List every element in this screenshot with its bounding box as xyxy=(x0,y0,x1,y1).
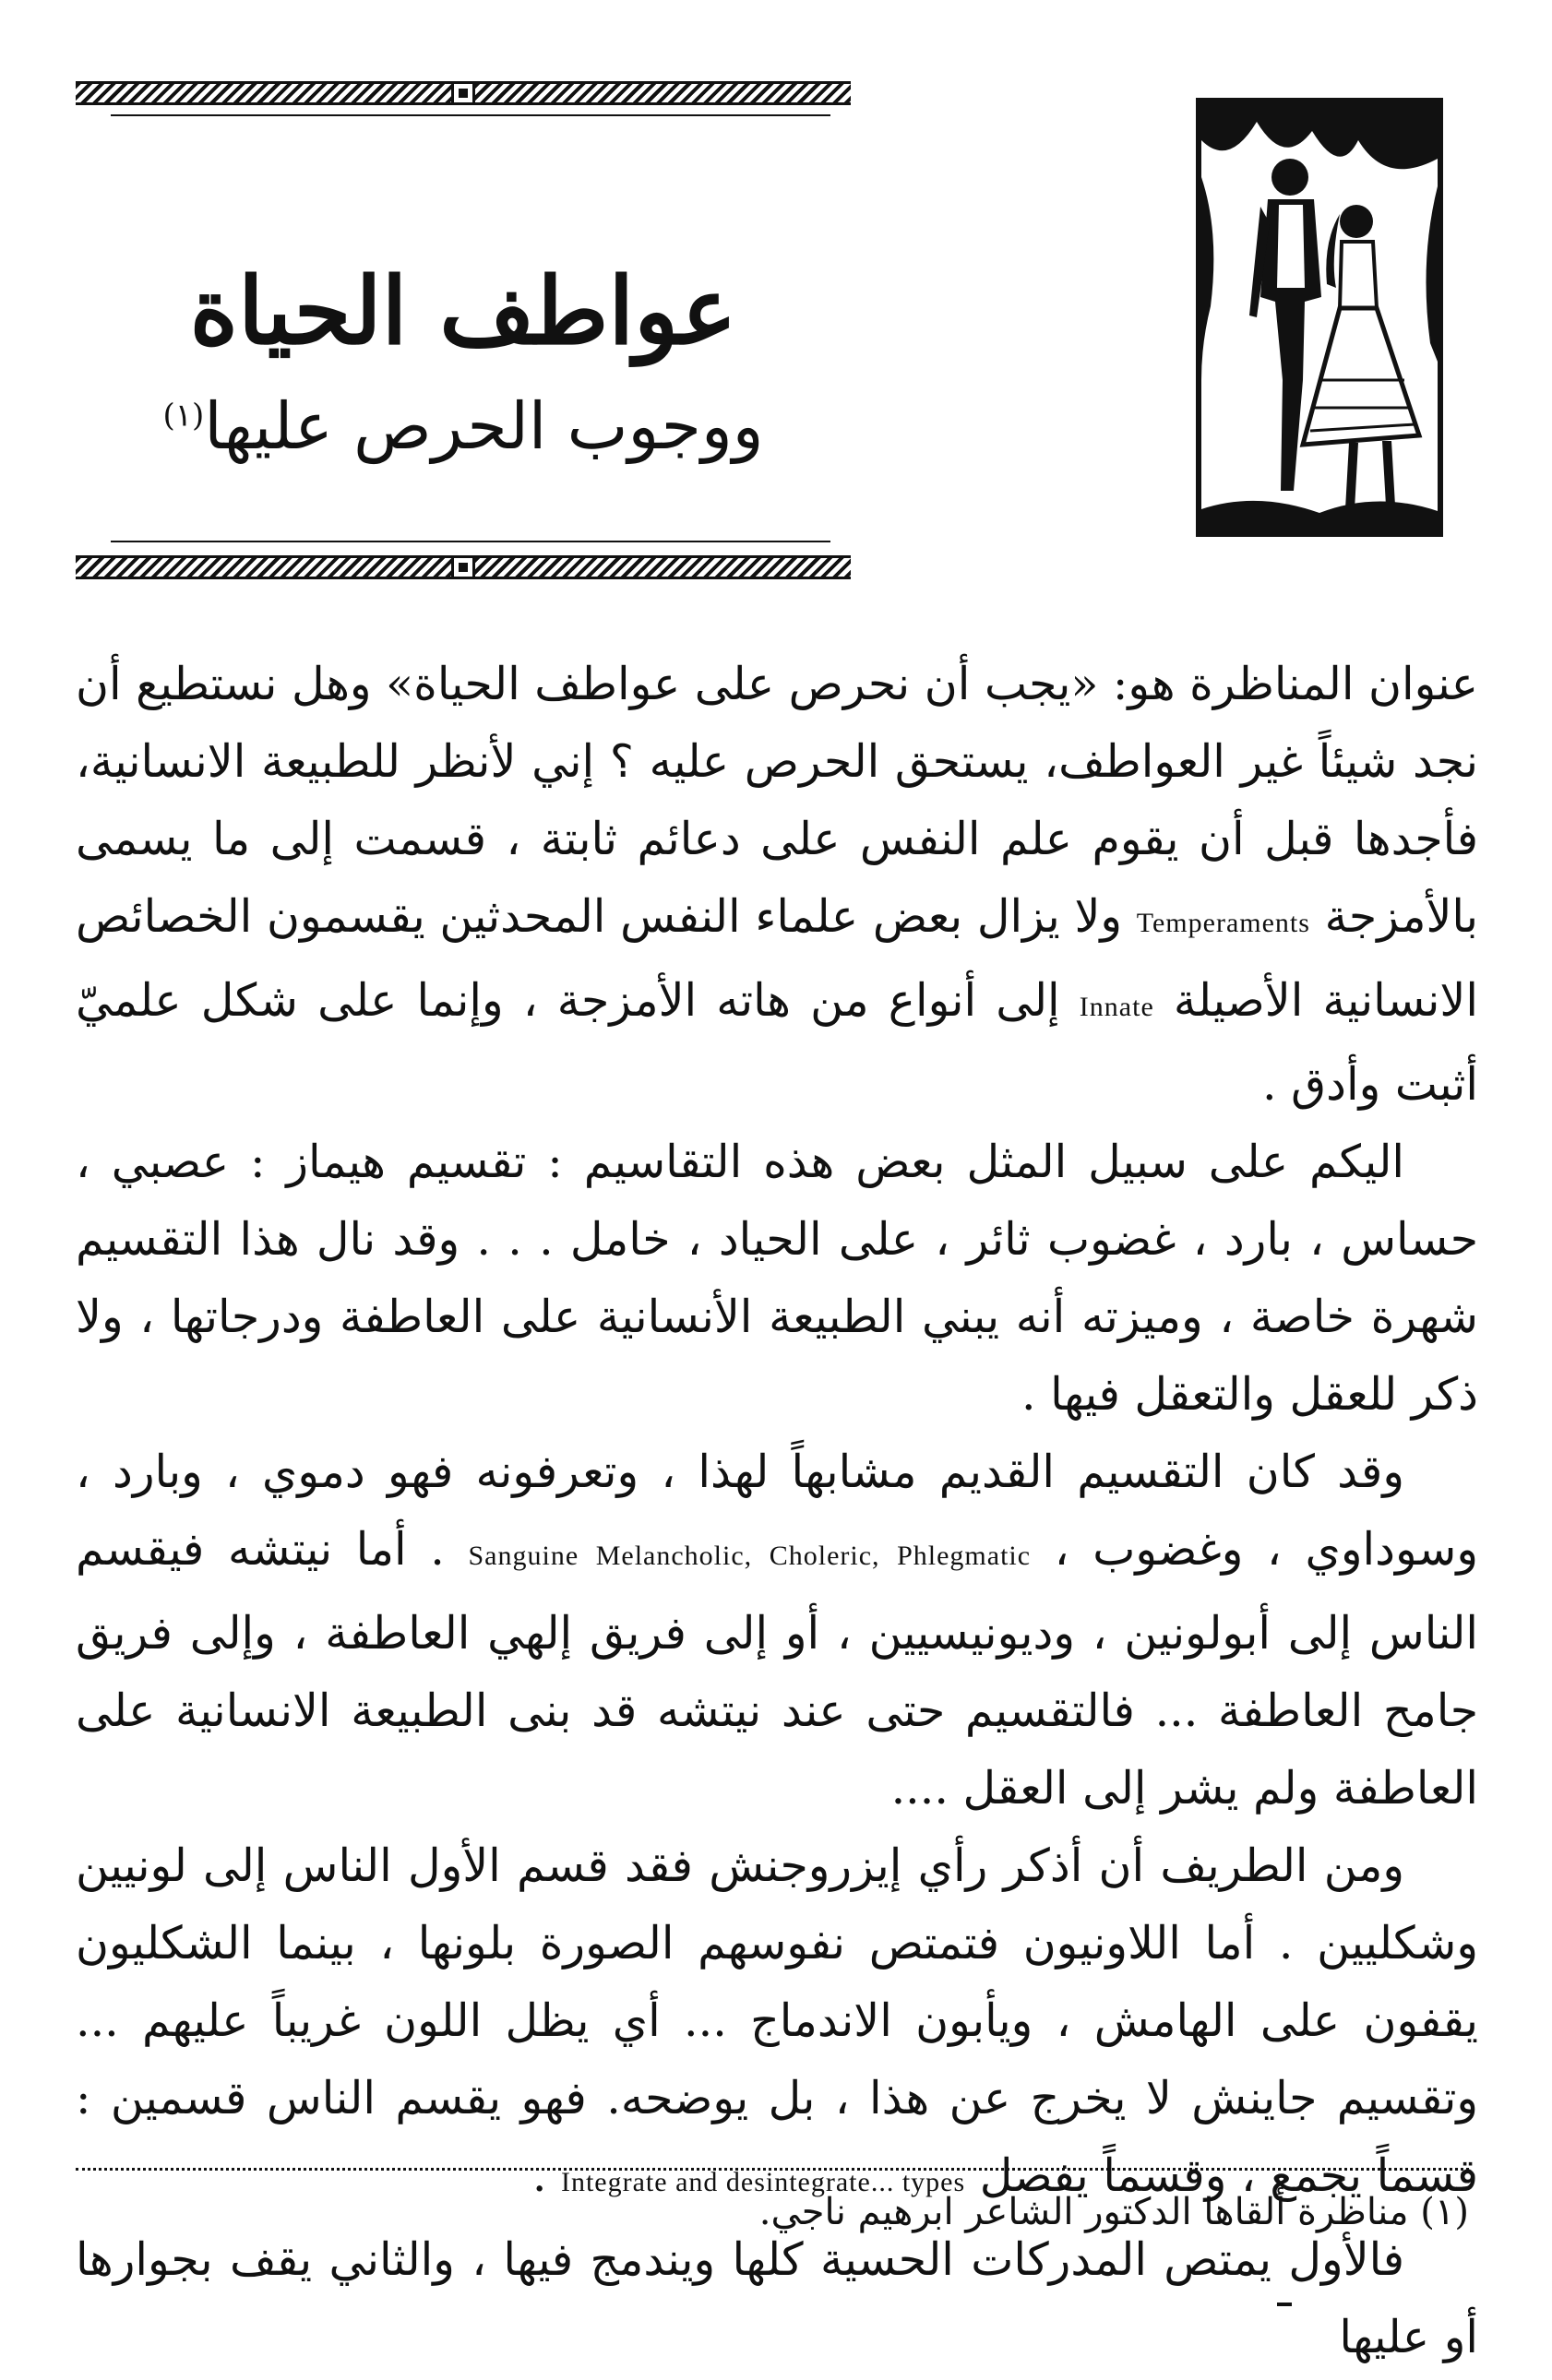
paragraph-text: ومن الطريف أن أذكر رأي إيزروجنش فقد قسم الأول الناس إلى لونيين وشكليين . أما اللاونيون فتمتص نفوسهم الصورة بلونها ، بينما الشكليون يقفون على الهامش ، ويأبون الاندماج ... أي يظل اللون غريباً عليهم ... وتقسيم جاينش لا يخرج عن هذا ، بل يوضحه. فهو يقسم الناس قسمين : قسماً يجمع ، وقسماً يفصل xyxy=(76,1839,1478,2202)
paragraph-5 xyxy=(76,2221,1478,2376)
paragraph-text: اليكم على سبيل المثل بعض هذه التقاسيم : تقسيم هيماز : عصبي ، حساس ، بارد ، غضوب ثائر ، على الحياد ، خامل . . . وقد نال هذا التقسيم شهرة خاصة ، وميزته أنه يبني الطبيعة الأنسانية على العاطفة ودرجاتها ، ولا ذكر للعقل والتعقل فيها . xyxy=(76,1136,1478,1421)
paragraph-text: ولا يزال بعض علماء النفس المحدثين يقسمون الخصائص الانسانية الأصيلة xyxy=(76,890,1478,1027)
paragraph-text: . xyxy=(531,2149,561,2202)
latin-term-integrate: Integrate and desintegrate... types xyxy=(560,2167,966,2197)
paragraph-text: فالأول يمتص المدركات الحسية كلها ويندمج فيها ، والثاني يقف بجوارها أو عليها xyxy=(76,2233,1478,2363)
paragraph-text: وقد كان التقسيم القديم مشابهاً لهذا ، وتعرفونه فهو دموي ، وبارد ، وسوداوي ، وغضوب ، xyxy=(76,1446,1479,1576)
couple-illustration-graphic xyxy=(1201,103,1438,531)
paragraph-text: إلى أنواع من هاته الأمزجة ، وإنما على شكل علميّ أثبت وأدق . xyxy=(76,974,1478,1111)
footnote-text: (١) مناظرة ألقاها الدكتور الشاعر ابرهيم ناجي. xyxy=(758,2191,1469,2233)
paragraph-text: . أما نيتشه فيقسم الناس إلى أبولونين ، وديونيسيين ، أو إلى فريق إلهي العاطفة ، وإلى فريق جامح العاطفة ... فالتقسيم حتى عند نيتشه قد بنى الطبيعة الانسانية على العاطفة ولم يشر إلى العقل .... xyxy=(76,1523,1478,1815)
paragraph-1 xyxy=(76,646,1478,1124)
header-thin-rule-bottom xyxy=(111,541,830,542)
paragraph-2 xyxy=(76,1124,1478,1434)
paragraph-text: عنوان المناظرة هو: «يجب أن نحرص على عواطف الحياة» وهل نستطيع أن نجد شيئاً غير العواطف، يستحق الحرص عليه ؟ إني لأنظر للطبيعة الانسانية، فأجدها قبل أن يقوم علم النفس على دعائم ثابتة ، قسمت إلى ما يسمى بالأمزجة xyxy=(76,658,1478,943)
header-thin-rule-top xyxy=(111,114,830,116)
ornament-center-mark-bottom xyxy=(451,555,475,579)
paragraph-4 xyxy=(76,1827,1478,2221)
article-body xyxy=(76,646,1478,2376)
header-top-ornament xyxy=(76,81,851,105)
ornament-center-mark xyxy=(451,81,475,105)
footnote-reference-mark: (١) xyxy=(162,397,205,434)
article-title xyxy=(76,256,851,366)
article-subtitle-text: ووجوب الحرص عليها xyxy=(204,388,764,464)
article-subtitle xyxy=(76,387,851,465)
latin-term-innate: Innate xyxy=(1079,992,1154,1022)
page-mark xyxy=(1277,2303,1292,2306)
header-bottom-ornament xyxy=(76,555,851,579)
article-title-text: عواطف الحياة xyxy=(189,256,737,365)
latin-term-temperaments: Temperaments xyxy=(1136,908,1310,938)
couple-illustration xyxy=(1196,98,1443,537)
latin-term-temperaments-list: Sanguine Melancholic, Choleric, Phlegmatic xyxy=(468,1541,1032,1571)
footnote xyxy=(76,2184,1469,2240)
paragraph-3 xyxy=(76,1434,1478,1827)
footnote-divider xyxy=(76,2168,1469,2171)
